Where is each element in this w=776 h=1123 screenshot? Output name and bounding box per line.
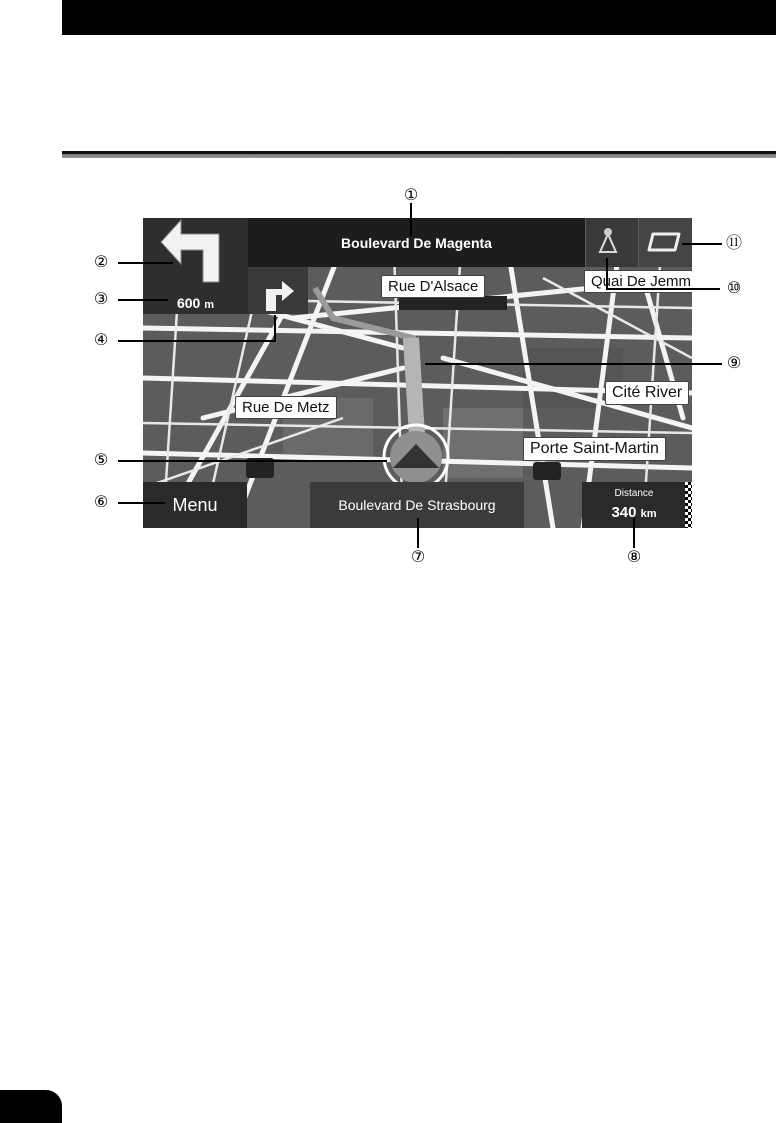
street-label-rue-dalsace: Rue D'Alsace xyxy=(381,275,485,298)
callout-6: ⑥ xyxy=(93,494,109,511)
street-label-cite: Cité River xyxy=(605,381,689,405)
maneuver-distance: 600 m xyxy=(176,295,215,311)
street-label-porte: Porte Saint-Martin xyxy=(523,437,666,461)
street-label-quai: Quai De Jemm xyxy=(584,270,692,293)
page-number-tab xyxy=(0,1090,62,1123)
callout-9: ⑨ xyxy=(726,355,742,372)
callout-7: ⑦ xyxy=(410,549,426,566)
distance-value: 340 km xyxy=(611,504,657,521)
callout-4: ④ xyxy=(93,332,109,349)
menu-button[interactable]: Menu xyxy=(143,482,247,528)
callout-8: ⑧ xyxy=(626,549,642,566)
distance-label: Distance xyxy=(614,488,654,499)
callout-11: ⑪ xyxy=(725,235,742,252)
callout-5: ⑤ xyxy=(93,452,109,469)
current-street-banner: Boulevard De Magenta xyxy=(248,218,585,267)
callout-3: ③ xyxy=(93,291,109,308)
callout-10: ⑩ xyxy=(726,280,742,297)
next-street-field[interactable]: Boulevard De Strasbourg xyxy=(310,482,524,528)
street-label-rue-de-metz: Rue De Metz xyxy=(235,396,337,419)
callout-2: ② xyxy=(93,254,109,271)
callout-1: ① xyxy=(403,187,419,204)
